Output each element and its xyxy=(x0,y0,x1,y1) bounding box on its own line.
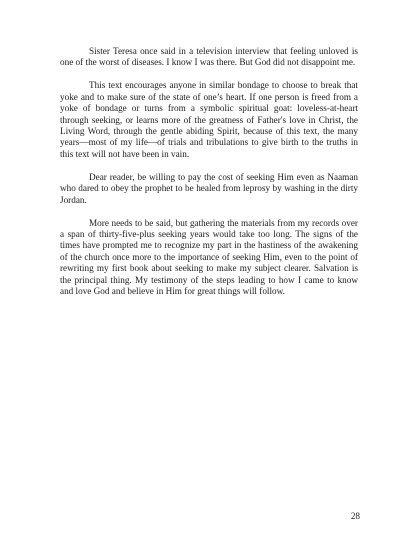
body-text xyxy=(60,46,358,309)
paragraph-3: Dear reader, be willing to pay the cost of seeking Him even as Naaman who dared to obey the prophet to be healed from leprosy by washing in the dirty Jordan. xyxy=(60,171,358,205)
paragraph-4: More needs to be said, but gathering the materials from my records over a span of thirty-five-plus seeking years would take too long. The signs of the times have prompted me to recognize my part in the hastiness of the awakening of the church once more to the importance of seeking Him, even to the point of rewriting my first book about seeking to make my subject clearer. Salvation is the principal thing. My testimony of the steps leading to how I came to know and love God and believe in Him for great things will follow. xyxy=(60,217,358,297)
paragraph-1: Sister Teresa once said in a television interview that feeling unloved is one of the worst of diseases. I know I was there. But God did not disappoint me. xyxy=(60,46,358,68)
paragraph-2: This text encourages anyone in similar bondage to choose to break that yoke and to make sure of the state of one’s heart. If one person is freed from a yoke of bondage or turns from a symbolic spiritual goat: loveless-at-heart through seeking, or learns more of the greatness of Father's love in Christ, the Living Word, through the gentle abiding Spirit, because of this text, the many years—most of my life—of trials and tribulations to give birth to the truths in this text will not have been in vain. xyxy=(60,80,358,159)
page-number: 28 xyxy=(350,511,360,521)
